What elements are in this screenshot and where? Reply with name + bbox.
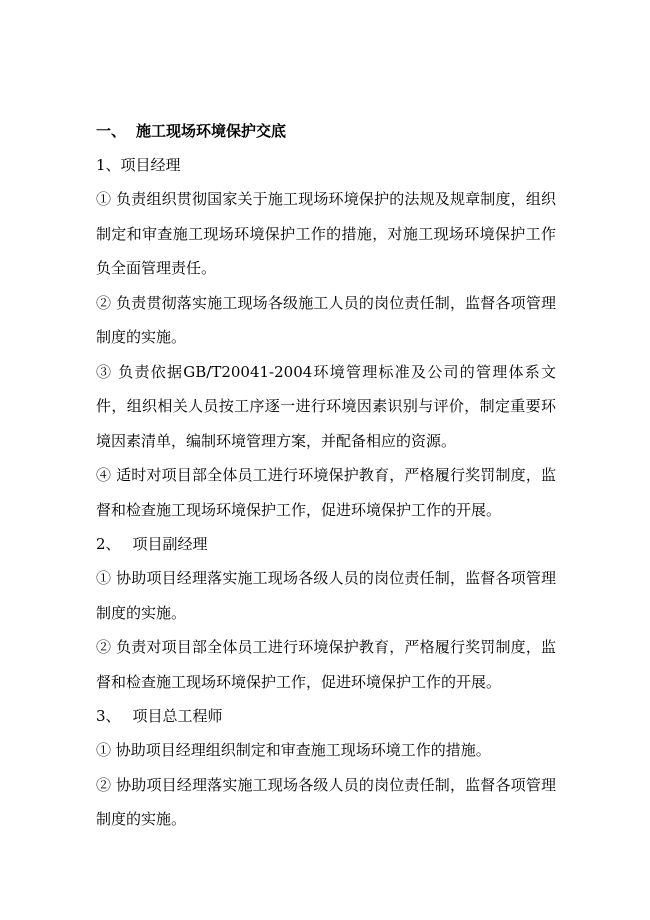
section-number: 一、 xyxy=(96,122,127,140)
duty-paragraph: ① 协助项目经理组织制定和审查施工现场环境工作的措施。 xyxy=(96,741,491,759)
duty-paragraph: ② 负责对项目部全体员工进行环境保护教育，严格履行奖罚制度，监督和检查施工现场环境保护工作，促进环境保护工作的开展。 xyxy=(96,638,556,691)
role-title: 项目经理 xyxy=(120,156,181,174)
document-body xyxy=(96,118,556,841)
duty-paragraph: ④ 适时对项目部全体员工进行环境保护教育，严格履行奖罚制度，监督和检查施工现场环境保护工作，促进环境保护工作的开展。 xyxy=(96,466,556,519)
role-title: 项目副经理 xyxy=(132,535,208,553)
duty-paragraph: ① 协助项目经理落实施工现场各级人员的岗位责任制，监督各项管理制度的实施。 xyxy=(96,569,556,622)
duty-paragraph: ② 协助项目经理落实施工现场各级人员的岗位责任制，监督各项管理制度的实施。 xyxy=(96,775,556,828)
role-number: 3、 xyxy=(96,707,121,725)
role-heading-chief-engineer xyxy=(96,703,556,729)
role-heading-project-manager xyxy=(96,152,556,178)
role-heading-deputy-manager xyxy=(96,531,556,557)
duty-paragraph: ① 负责组织贯彻国家关于施工现场环境保护的法规及规章制度，组织制定和审查施工现场环境保护工作的措施，对施工现场环境保护工作负全面管理责任。 xyxy=(96,190,556,277)
role-number: 1、 xyxy=(96,156,121,174)
duty-paragraph: ③ 负责依据GB/T20041-2004环境管理标准及公司的管理体系文件，组织相关人员按工序逐一进行环境因素识别与评价，制定重要环境因素清单，编制环境管理方案，并配备相应的资源。 xyxy=(96,362,556,450)
duty-paragraph: ② 负责贯彻落实施工现场各级施工人员的岗位责任制，监督各项管理制度的实施。 xyxy=(96,293,556,346)
section-heading xyxy=(96,118,556,144)
role-number: 2、 xyxy=(96,535,121,553)
section-title: 施工现场环境保护交底 xyxy=(136,122,287,140)
role-title: 项目总工程师 xyxy=(132,707,223,725)
